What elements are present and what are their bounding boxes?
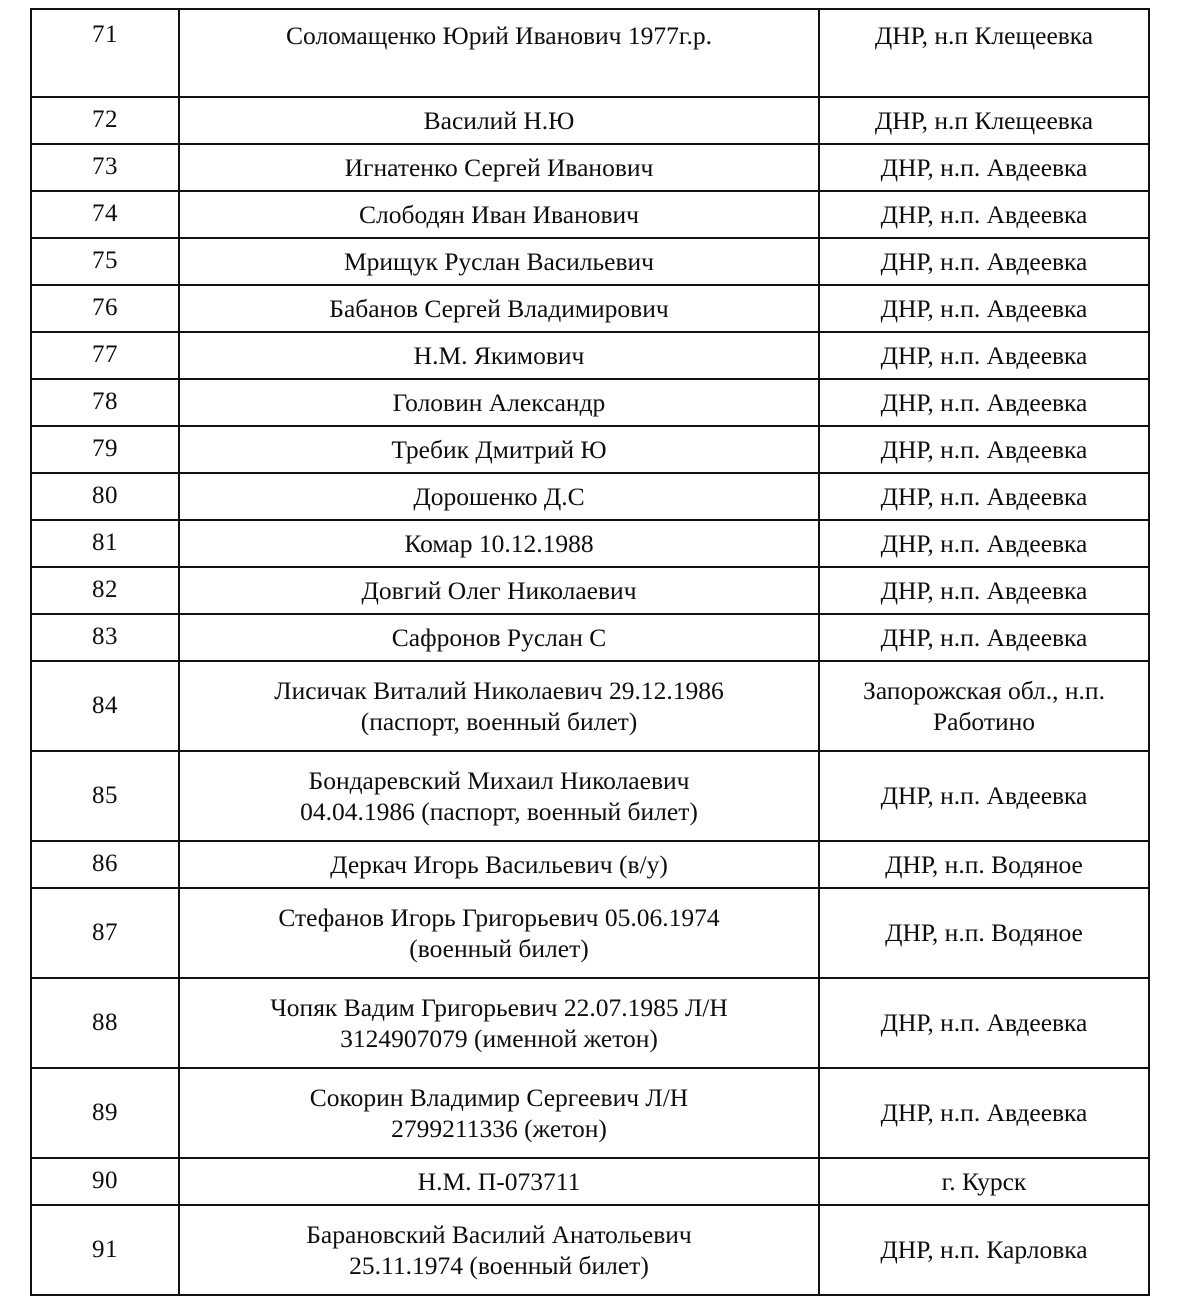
row-location-cell	[819, 379, 1149, 426]
row-location-line-1: ДНР, н.п. Авдеевка	[880, 622, 1088, 652]
table-body	[31, 9, 1149, 1295]
row-name-line-1: Мрищук Руслан Васильевич	[343, 246, 654, 276]
row-name-line-1: Сафронов Руслан С	[391, 622, 607, 652]
row-name-line-2: (военный билет)	[409, 934, 589, 963]
row-location-line-1: ДНР, н.п. Авдеевка	[880, 434, 1088, 464]
row-location-line-1: ДНР, н.п. Авдеевка	[880, 481, 1088, 511]
row-name-line-1: Барановский Василий Анатольевич	[306, 1219, 692, 1249]
row-location-line-1: ДНР, н.п. Авдеевка	[880, 340, 1088, 370]
table-row	[31, 661, 1149, 751]
row-name-cell	[179, 473, 819, 520]
table-row	[31, 1068, 1149, 1158]
row-location-line-1: ДНР, н.п. Авдеевка	[880, 781, 1088, 811]
row-number-cell: 91	[31, 1205, 179, 1295]
row-number-cell: 81	[31, 520, 179, 567]
row-location-cell	[819, 978, 1149, 1068]
table-row	[31, 567, 1149, 614]
row-name-cell	[179, 841, 819, 888]
row-name-line-1: Бабанов Сергей Владимирович	[329, 293, 669, 323]
row-location-cell	[819, 144, 1149, 191]
row-name-cell	[179, 97, 819, 144]
row-number-cell: 71	[31, 9, 179, 97]
row-location-line-1: ДНР, н.п. Авдеевка	[880, 575, 1088, 605]
row-location-line-1: ДНР, н.п Клещеевка	[874, 21, 1094, 50]
row-location-cell	[819, 614, 1149, 661]
table-row	[31, 841, 1149, 888]
row-name-cell	[179, 888, 819, 978]
row-location-cell	[819, 191, 1149, 238]
row-location-cell	[819, 9, 1149, 97]
row-name-line-1: Слободян Иван Иванович	[358, 199, 639, 229]
row-name-line-2: 2799211336 (жетон)	[391, 1114, 607, 1143]
row-location-line-1: ДНР, н.п. Карловка	[880, 1235, 1088, 1265]
row-name-line-1: Н.М. П-073711	[417, 1166, 581, 1196]
row-location-cell	[819, 332, 1149, 379]
row-number-cell: 78	[31, 379, 179, 426]
row-location-cell	[819, 238, 1149, 285]
table-row	[31, 978, 1149, 1068]
table-row	[31, 751, 1149, 841]
table-row	[31, 1205, 1149, 1295]
row-number-cell: 88	[31, 978, 179, 1068]
table-row	[31, 426, 1149, 473]
row-location-cell	[819, 285, 1149, 332]
row-name-line-1: Бондаревский Михаил Николаевич	[308, 765, 690, 795]
table-row	[31, 191, 1149, 238]
row-name-cell	[179, 1158, 819, 1205]
row-location-cell	[819, 1205, 1149, 1295]
row-number-cell: 83	[31, 614, 179, 661]
row-number-cell: 72	[31, 97, 179, 144]
row-location-line-1: Запорожская обл., н.п.	[863, 675, 1105, 705]
row-location-cell	[819, 97, 1149, 144]
table-row	[31, 332, 1149, 379]
row-number-cell: 84	[31, 661, 179, 751]
row-location-cell	[819, 473, 1149, 520]
row-number-cell: 79	[31, 426, 179, 473]
row-name-line-1: Лисичак Виталий Николаевич 29.12.1986	[274, 675, 724, 705]
row-location-line-1: г. Курск	[941, 1166, 1027, 1196]
row-name-line-1: Требик Дмитрий Ю	[391, 434, 607, 464]
row-name-line-1: Игнатенко Сергей Иванович	[344, 152, 654, 182]
row-number-cell: 86	[31, 841, 179, 888]
row-name-line-2: (паспорт, военный билет)	[360, 707, 638, 736]
row-name-line-1: Соломащенко Юрий Иванович 1977г.р.	[286, 21, 712, 50]
row-name-line-1: Н.М. Якимович	[413, 340, 585, 370]
row-location-cell	[819, 1068, 1149, 1158]
row-number-cell: 90	[31, 1158, 179, 1205]
row-name-cell	[179, 285, 819, 332]
table-row	[31, 97, 1149, 144]
row-name-line-1: Василий Н.Ю	[423, 105, 575, 135]
row-number-cell: 76	[31, 285, 179, 332]
row-name-cell	[179, 1068, 819, 1158]
row-location-line-1: ДНР, н.п. Авдеевка	[880, 1098, 1088, 1128]
row-name-line-2: 04.04.1986 (паспорт, военный билет)	[300, 797, 698, 826]
row-name-cell	[179, 614, 819, 661]
row-name-line-2: 3124907079 (именной жетон)	[340, 1024, 658, 1053]
row-location-line-2: Работино	[932, 707, 1036, 736]
row-name-cell	[179, 191, 819, 238]
row-location-cell	[819, 1158, 1149, 1205]
table-row	[31, 144, 1149, 191]
row-location-line-1: ДНР, н.п. Авдеевка	[880, 387, 1088, 417]
table-row	[31, 473, 1149, 520]
row-name-cell	[179, 238, 819, 285]
row-location-line-1: ДНР, н.п. Авдеевка	[880, 1008, 1088, 1038]
row-number-cell: 73	[31, 144, 179, 191]
table-row	[31, 379, 1149, 426]
row-location-cell	[819, 661, 1149, 751]
row-name-cell	[179, 978, 819, 1068]
table-row	[31, 614, 1149, 661]
row-location-cell	[819, 426, 1149, 473]
row-number-cell: 89	[31, 1068, 179, 1158]
table-row	[31, 285, 1149, 332]
row-name-cell	[179, 9, 819, 97]
row-location-line-1: ДНР, н.п. Водяное	[885, 918, 1083, 948]
row-number-cell: 85	[31, 751, 179, 841]
row-name-line-1: Чопяк Вадим Григорьевич 22.07.1985 Л/Н	[270, 992, 728, 1022]
row-name-cell	[179, 1205, 819, 1295]
row-location-line-1: ДНР, н.п. Авдеевка	[880, 246, 1088, 276]
row-name-line-1: Комар 10.12.1988	[404, 528, 594, 558]
row-name-line-1: Стефанов Игорь Григорьевич 05.06.1974	[278, 902, 720, 932]
row-name-cell	[179, 332, 819, 379]
row-location-line-1: ДНР, н.п. Авдеевка	[880, 152, 1088, 182]
records-table	[30, 8, 1150, 1296]
row-name-cell	[179, 426, 819, 473]
table-row	[31, 9, 1149, 97]
row-number-cell: 82	[31, 567, 179, 614]
row-name-cell	[179, 144, 819, 191]
row-location-cell	[819, 567, 1149, 614]
row-location-cell	[819, 520, 1149, 567]
row-location-line-1: ДНР, н.п. Авдеевка	[880, 293, 1088, 323]
row-name-cell	[179, 520, 819, 567]
row-location-line-1: ДНР, н.п. Авдеевка	[880, 528, 1088, 558]
row-location-line-1: ДНР, н.п Клещеевка	[874, 105, 1094, 135]
row-name-cell	[179, 751, 819, 841]
row-name-line-1: Сокорин Владимир Сергеевич Л/Н	[309, 1082, 689, 1112]
row-name-line-1: Довгий Олег Николаевич	[361, 575, 637, 605]
row-name-line-1: Дорошенко Д.С	[413, 481, 585, 511]
row-location-cell	[819, 841, 1149, 888]
row-location-cell	[819, 751, 1149, 841]
row-name-cell	[179, 661, 819, 751]
row-location-cell	[819, 888, 1149, 978]
table-row	[31, 238, 1149, 285]
row-name-line-1: Головин Александр	[392, 387, 606, 417]
row-location-line-1: ДНР, н.п. Водяное	[885, 849, 1083, 879]
table-row	[31, 888, 1149, 978]
row-number-cell: 80	[31, 473, 179, 520]
row-name-line-2: 25.11.1974 (военный билет)	[349, 1251, 649, 1280]
row-number-cell: 77	[31, 332, 179, 379]
table-row	[31, 520, 1149, 567]
row-name-line-1: Деркач Игорь Васильевич (в/у)	[330, 849, 668, 879]
row-name-cell	[179, 379, 819, 426]
row-name-cell	[179, 567, 819, 614]
row-number-cell: 87	[31, 888, 179, 978]
row-number-cell: 74	[31, 191, 179, 238]
row-number-cell: 75	[31, 238, 179, 285]
row-location-line-1: ДНР, н.п. Авдеевка	[880, 199, 1088, 229]
table-row	[31, 1158, 1149, 1205]
